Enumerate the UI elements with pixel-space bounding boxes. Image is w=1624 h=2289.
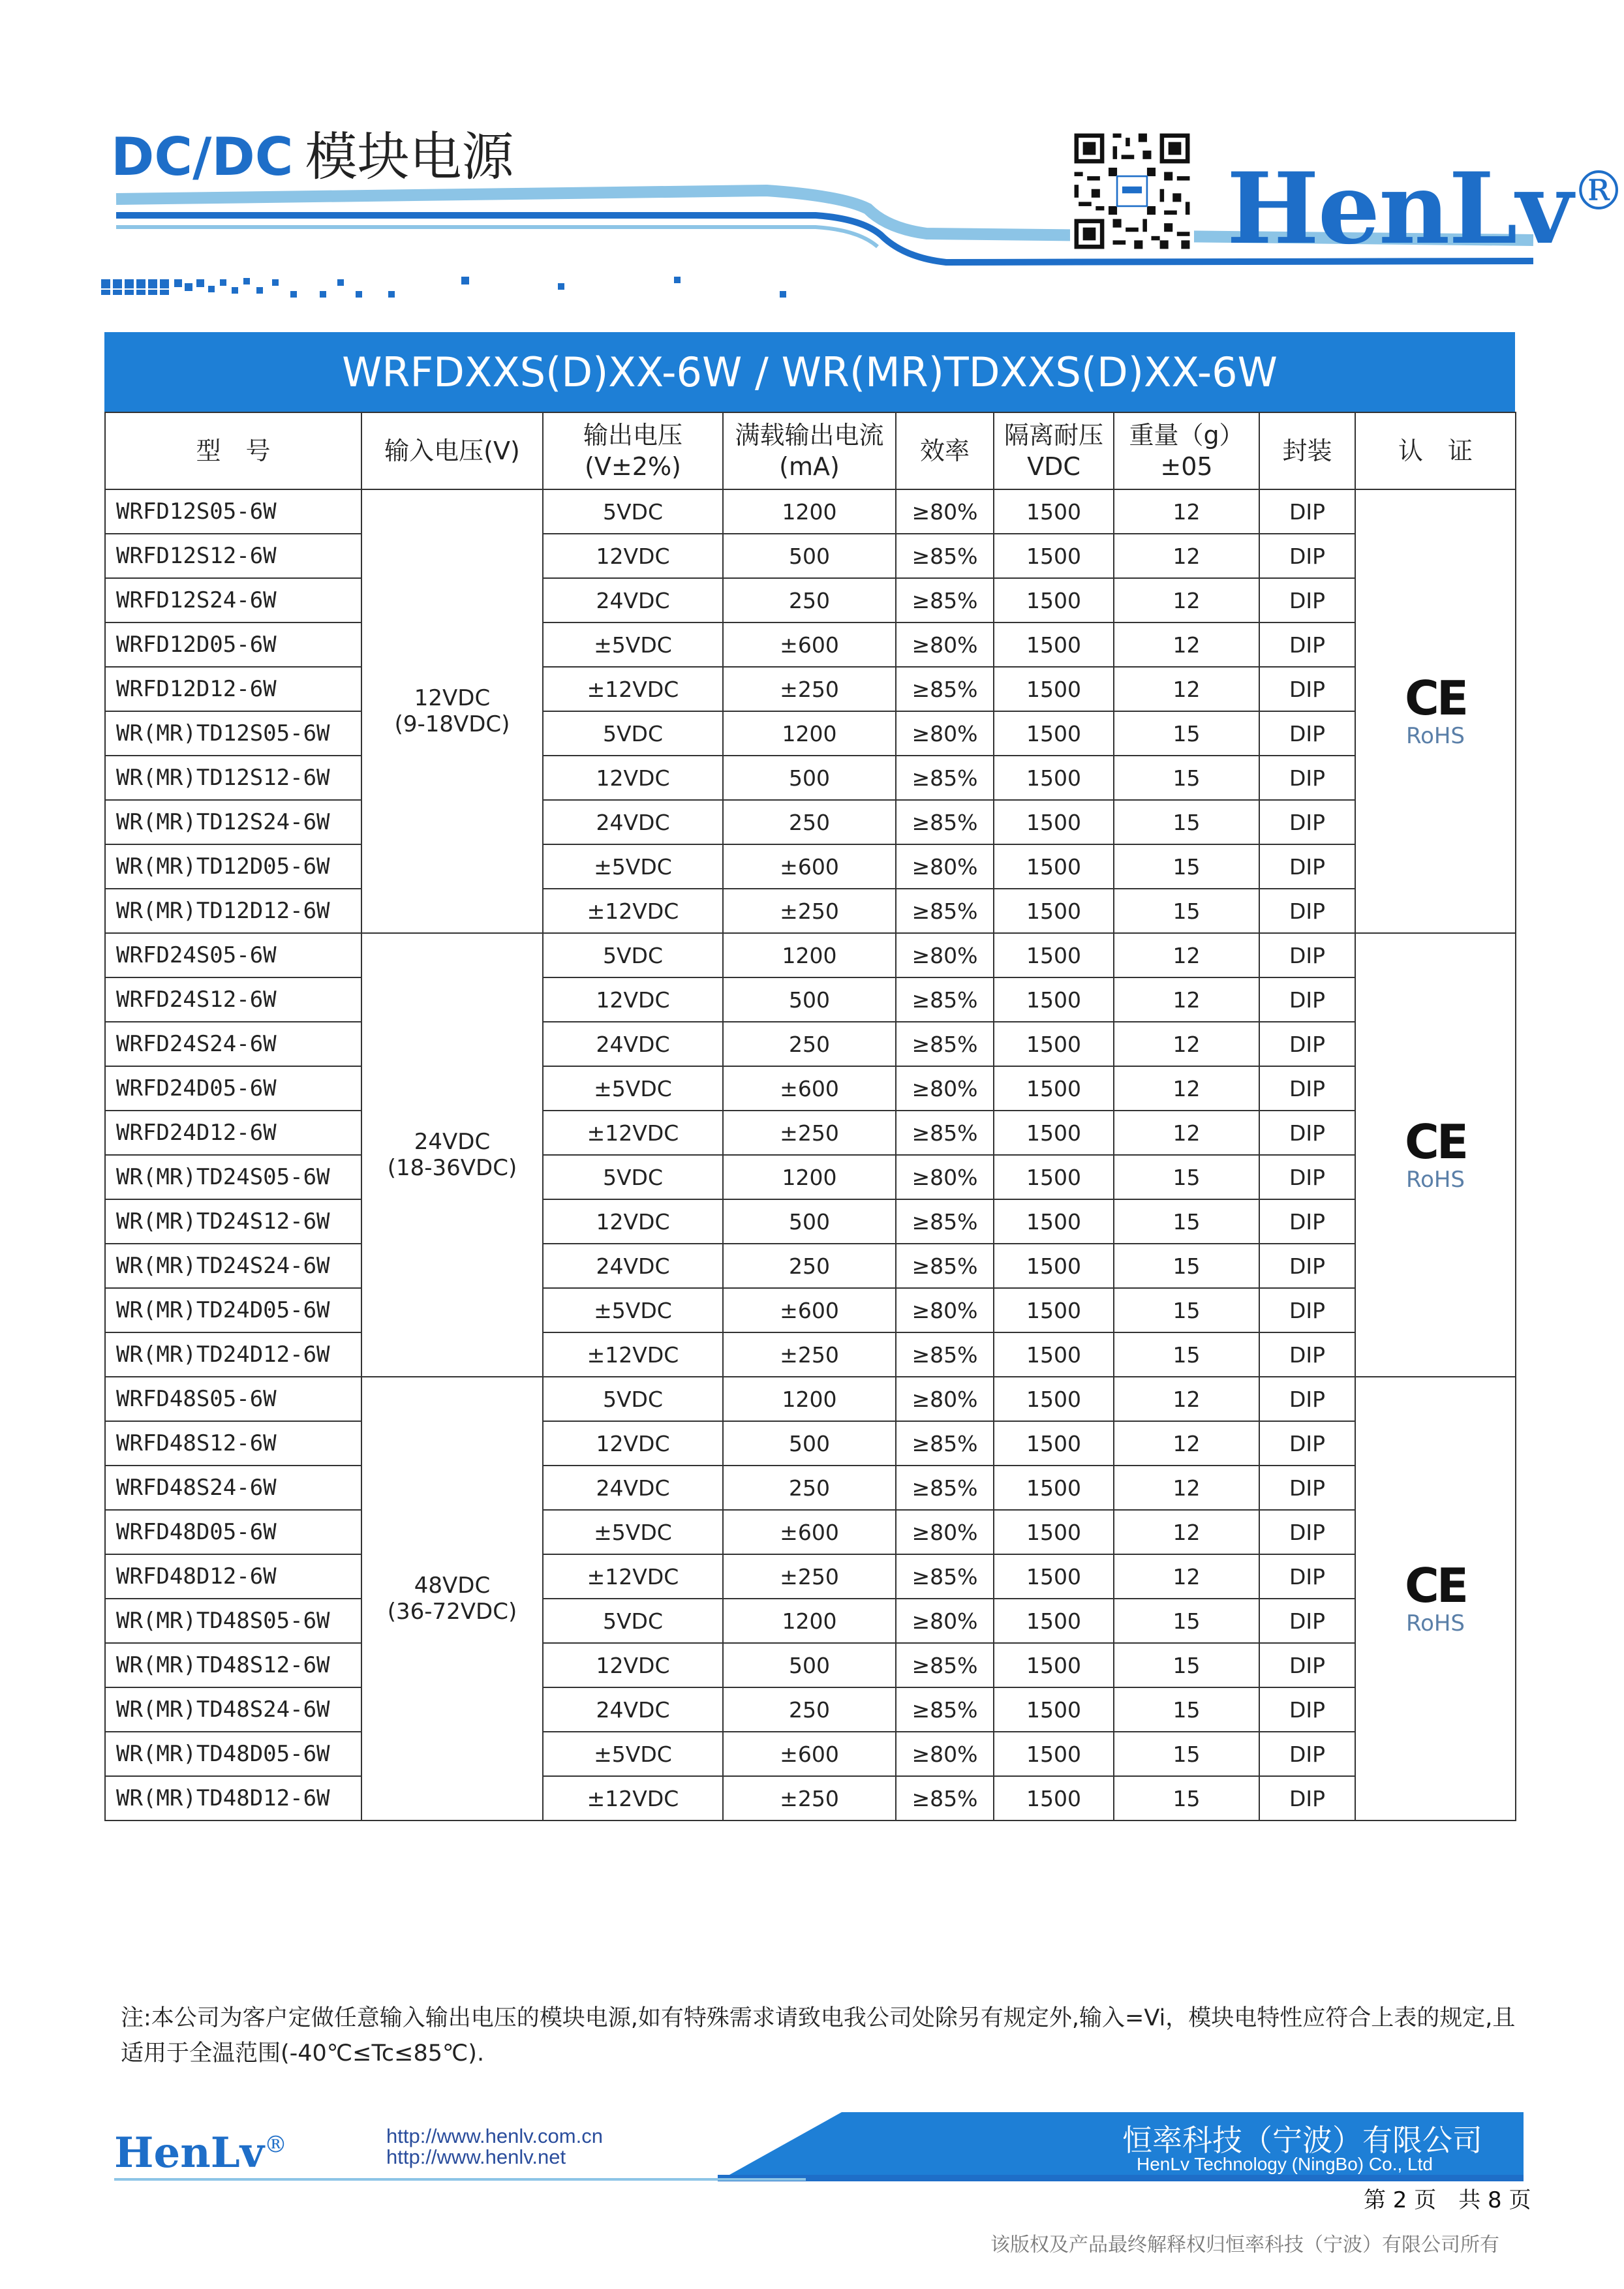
cell-efficiency: ≥85% <box>896 1466 994 1510</box>
cell-output-voltage: ±12VDC <box>543 1776 723 1820</box>
cell-efficiency: ≥85% <box>896 756 994 800</box>
cell-output-current: ±600 <box>723 1510 896 1554</box>
cell-isolation: 1500 <box>994 800 1114 844</box>
cell-efficiency: ≥80% <box>896 622 994 667</box>
input-voltage-nominal: 48VDC <box>414 1573 491 1599</box>
cell-model: WR(MR)TD48S05-6W <box>105 1599 361 1643</box>
cell-efficiency: ≥80% <box>896 844 994 889</box>
cell-model: WRFD12S05-6W <box>105 489 361 534</box>
cell-weight: 15 <box>1114 1732 1259 1776</box>
cell-model: WR(MR)TD24D12-6W <box>105 1332 361 1377</box>
cell-output-voltage: 12VDC <box>543 1643 723 1687</box>
cell-package: DIP <box>1259 1776 1355 1820</box>
cell-model: WRFD24D05-6W <box>105 1066 361 1111</box>
cell-package: DIP <box>1259 933 1355 977</box>
cell-isolation: 1500 <box>994 622 1114 667</box>
cell-weight: 15 <box>1114 1687 1259 1732</box>
cell-isolation: 1500 <box>994 1599 1114 1643</box>
table-row <box>105 977 1516 1022</box>
cell-output-current: 250 <box>723 1022 896 1066</box>
table-row <box>105 622 1516 667</box>
page-number: 第 2 页 共 8 页 <box>1364 2187 1531 2213</box>
brand-logo <box>1227 151 1624 266</box>
cell-efficiency: ≥80% <box>896 489 994 534</box>
cell-isolation: 1500 <box>994 1066 1114 1111</box>
cell-efficiency: ≥85% <box>896 1776 994 1820</box>
cell-isolation: 1500 <box>994 977 1114 1022</box>
footer-registered-mark: ® <box>264 2131 288 2158</box>
cell-isolation: 1500 <box>994 756 1114 800</box>
cell-model: WRFD48S12-6W <box>105 1421 361 1466</box>
cell-model: WR(MR)TD24S24-6W <box>105 1244 361 1288</box>
cell-isolation: 1500 <box>994 489 1114 534</box>
cell-isolation: 1500 <box>994 711 1114 756</box>
cell-isolation: 1500 <box>994 1155 1114 1199</box>
cell-output-current: ±250 <box>723 1111 896 1155</box>
table-row <box>105 756 1516 800</box>
title-cn: 模块电源 <box>305 127 514 187</box>
ce-mark-icon: CE <box>1404 1558 1467 1613</box>
cell-package: DIP <box>1259 667 1355 711</box>
cell-isolation: 1500 <box>994 1643 1114 1687</box>
cell-output-voltage: 5VDC <box>543 1155 723 1199</box>
header-certification: 认 证 <box>1355 412 1516 489</box>
cell-isolation: 1500 <box>994 534 1114 578</box>
cell-package: DIP <box>1259 1244 1355 1288</box>
cell-output-voltage: 24VDC <box>543 1687 723 1732</box>
cell-weight: 15 <box>1114 1776 1259 1820</box>
table-row <box>105 800 1516 844</box>
footnote: 注:本公司为客户定做任意输入输出电压的模块电源,如有特殊需求请致电我公司处除另有规定外,输入=Vi，模块电特性应符合上表的规定,且适用于全温范围(-40℃≤Tc≤85℃). <box>121 2005 1516 2066</box>
cell-weight: 12 <box>1114 622 1259 667</box>
cell-output-current: 250 <box>723 1687 896 1732</box>
cell-weight: 12 <box>1114 489 1259 534</box>
cell-output-current: ±250 <box>723 1332 896 1377</box>
cell-output-current: ±250 <box>723 1554 896 1599</box>
cell-output-voltage: 24VDC <box>543 800 723 844</box>
table-row <box>105 889 1516 933</box>
header-isolation-line1: 隔离耐压 <box>1004 421 1103 450</box>
cell-model: WRFD12S24-6W <box>105 578 361 622</box>
cell-model: WRFD48S05-6W <box>105 1377 361 1421</box>
cell-efficiency: ≥80% <box>896 1377 994 1421</box>
cell-model: WR(MR)TD12D05-6W <box>105 844 361 889</box>
cell-output-voltage: 12VDC <box>543 534 723 578</box>
cell-efficiency: ≥85% <box>896 977 994 1022</box>
cell-package: DIP <box>1259 1288 1355 1332</box>
cell-isolation: 1500 <box>994 1022 1114 1066</box>
input-voltage-range: (36-72VDC) <box>387 1599 517 1625</box>
cell-weight: 12 <box>1114 1554 1259 1599</box>
cell-isolation: 1500 <box>994 1687 1114 1732</box>
table-title: WRFDXXS(D)XX-6W / WR(MR)TDXXS(D)XX-6W <box>104 332 1515 412</box>
header-output-current-line2: (mA) <box>779 452 840 481</box>
table-row <box>105 1466 1516 1510</box>
cell-package: DIP <box>1259 977 1355 1022</box>
cell-isolation: 1500 <box>994 933 1114 977</box>
company-name-cn: 恒率科技（宁波）有限公司 <box>1122 2123 1482 2158</box>
cell-efficiency: ≥85% <box>896 1421 994 1466</box>
cell-model: WRFD24S24-6W <box>105 1022 361 1066</box>
cell-package: DIP <box>1259 1111 1355 1155</box>
cell-weight: 12 <box>1114 1466 1259 1510</box>
cell-output-voltage: ±5VDC <box>543 1510 723 1554</box>
cell-model: WR(MR)TD48S24-6W <box>105 1687 361 1732</box>
cell-weight: 15 <box>1114 1244 1259 1288</box>
cell-weight: 12 <box>1114 1377 1259 1421</box>
cell-output-current: 500 <box>723 1199 896 1244</box>
cell-output-current: 1200 <box>723 1377 896 1421</box>
cell-efficiency: ≥80% <box>896 1066 994 1111</box>
table-row <box>105 1643 1516 1687</box>
cell-package: DIP <box>1259 1155 1355 1199</box>
cell-output-current: 500 <box>723 1643 896 1687</box>
cell-output-current: ±250 <box>723 667 896 711</box>
cell-certification <box>1355 933 1516 1377</box>
cell-efficiency: ≥85% <box>896 1111 994 1155</box>
cell-model: WRFD12D12-6W <box>105 667 361 711</box>
cell-efficiency: ≥85% <box>896 889 994 933</box>
table-row <box>105 1732 1516 1776</box>
cell-output-voltage: 24VDC <box>543 578 723 622</box>
cell-efficiency: ≥80% <box>896 1510 994 1554</box>
title-dcdc: DC/DC <box>111 127 294 187</box>
input-voltage-nominal: 24VDC <box>414 1129 491 1155</box>
cell-efficiency: ≥80% <box>896 711 994 756</box>
header-weight-line1: 重量（g） <box>1129 421 1244 450</box>
cell-weight: 12 <box>1114 1421 1259 1466</box>
cell-output-voltage: 24VDC <box>543 1244 723 1288</box>
cell-output-current: 500 <box>723 534 896 578</box>
table-row <box>105 1421 1516 1466</box>
footer-url-2[interactable]: http://www.henlv.net <box>386 2145 566 2168</box>
cell-package: DIP <box>1259 756 1355 800</box>
cell-package: DIP <box>1259 1732 1355 1776</box>
cell-weight: 15 <box>1114 711 1259 756</box>
table-row <box>105 1332 1516 1377</box>
cell-model: WR(MR)TD24S12-6W <box>105 1199 361 1244</box>
cell-output-current: 1200 <box>723 1599 896 1643</box>
cell-output-voltage: 5VDC <box>543 933 723 977</box>
rohs-label: RoHS <box>1405 723 1465 749</box>
cell-output-current: ±600 <box>723 622 896 667</box>
cell-efficiency: ≥80% <box>896 933 994 977</box>
header-weight <box>1114 412 1259 489</box>
cell-isolation: 1500 <box>994 1421 1114 1466</box>
cell-weight: 15 <box>1114 800 1259 844</box>
cell-output-current: ±250 <box>723 1776 896 1820</box>
header-output-current-line1: 满载输出电流 <box>735 421 884 450</box>
cell-isolation: 1500 <box>994 1466 1114 1510</box>
cell-weight: 15 <box>1114 1155 1259 1199</box>
cell-package: DIP <box>1259 1377 1355 1421</box>
cell-model: WR(MR)TD24S05-6W <box>105 1155 361 1199</box>
cell-output-voltage: 5VDC <box>543 1377 723 1421</box>
cell-output-voltage: 12VDC <box>543 1421 723 1466</box>
table-row <box>105 667 1516 711</box>
cell-output-current: 1200 <box>723 933 896 977</box>
cell-output-voltage: ±5VDC <box>543 622 723 667</box>
cell-output-voltage: ±12VDC <box>543 1332 723 1377</box>
brand-name: HenLv <box>1227 151 1572 266</box>
cell-input-voltage <box>361 489 543 933</box>
cell-model: WR(MR)TD48D12-6W <box>105 1776 361 1820</box>
cell-output-voltage: 5VDC <box>543 711 723 756</box>
cell-weight: 15 <box>1114 1199 1259 1244</box>
cell-efficiency: ≥85% <box>896 667 994 711</box>
cell-output-current: ±600 <box>723 844 896 889</box>
cell-output-current: ±600 <box>723 1288 896 1332</box>
cell-weight: 15 <box>1114 756 1259 800</box>
cell-output-voltage: 12VDC <box>543 977 723 1022</box>
cell-package: DIP <box>1259 1599 1355 1643</box>
cell-efficiency: ≥85% <box>896 534 994 578</box>
cell-weight: 12 <box>1114 1111 1259 1155</box>
company-name-en: HenLv Technology (NingBo) Co., Ltd <box>1137 2154 1433 2174</box>
cell-model: WR(MR)TD24D05-6W <box>105 1288 361 1332</box>
cell-output-voltage: ±12VDC <box>543 1554 723 1599</box>
cell-efficiency: ≥85% <box>896 1199 994 1244</box>
cell-model: WR(MR)TD12S24-6W <box>105 800 361 844</box>
spec-table <box>104 412 1516 1821</box>
table-row <box>105 1687 1516 1732</box>
table-row <box>105 711 1516 756</box>
cell-output-voltage: ±12VDC <box>543 1111 723 1155</box>
table-row <box>105 1510 1516 1554</box>
cell-model: WRFD48D12-6W <box>105 1554 361 1599</box>
cell-isolation: 1500 <box>994 1554 1114 1599</box>
table-row <box>105 1199 1516 1244</box>
cell-model: WRFD12D05-6W <box>105 622 361 667</box>
cell-efficiency: ≥85% <box>896 1687 994 1732</box>
cell-model: WRFD24D12-6W <box>105 1111 361 1155</box>
cell-efficiency: ≥85% <box>896 1332 994 1377</box>
table-row <box>105 534 1516 578</box>
cell-model: WR(MR)TD48D05-6W <box>105 1732 361 1776</box>
cell-output-current: 250 <box>723 1244 896 1288</box>
footer-brand-logo <box>114 2128 287 2177</box>
cell-model: WRFD24S05-6W <box>105 933 361 977</box>
cell-certification <box>1355 489 1516 933</box>
cell-output-current: 1200 <box>723 1155 896 1199</box>
cell-model: WR(MR)TD12S12-6W <box>105 756 361 800</box>
cell-efficiency: ≥80% <box>896 1599 994 1643</box>
header-output-current <box>723 412 896 489</box>
cell-package: DIP <box>1259 578 1355 622</box>
cell-weight: 12 <box>1114 534 1259 578</box>
cell-isolation: 1500 <box>994 1199 1114 1244</box>
table-row <box>105 1776 1516 1820</box>
cell-package: DIP <box>1259 534 1355 578</box>
input-voltage-nominal: 12VDC <box>414 685 491 711</box>
cell-weight: 12 <box>1114 977 1259 1022</box>
cell-efficiency: ≥85% <box>896 1022 994 1066</box>
cell-efficiency: ≥80% <box>896 1732 994 1776</box>
cell-weight: 12 <box>1114 578 1259 622</box>
cell-package: DIP <box>1259 800 1355 844</box>
header-efficiency: 效率 <box>896 412 994 489</box>
table-header-row <box>105 412 1516 489</box>
cell-output-current: 250 <box>723 800 896 844</box>
cell-package: DIP <box>1259 1466 1355 1510</box>
cell-model: WRFD12S12-6W <box>105 534 361 578</box>
cell-efficiency: ≥85% <box>896 800 994 844</box>
cell-weight: 15 <box>1114 1643 1259 1687</box>
cell-output-voltage: 12VDC <box>543 1199 723 1244</box>
header-output-voltage-line1: 输出电压 <box>583 421 682 450</box>
spec-table-body <box>105 489 1516 1820</box>
header-isolation <box>994 412 1114 489</box>
cell-model: WR(MR)TD12D12-6W <box>105 889 361 933</box>
copyright-notice: 该版权及产品最终解释权归恒率科技（宁波）有限公司所有 <box>990 2234 1499 2256</box>
cell-isolation: 1500 <box>994 1732 1114 1776</box>
cell-output-current: ±250 <box>723 889 896 933</box>
cell-output-current: 250 <box>723 1466 896 1510</box>
cell-weight: 15 <box>1114 844 1259 889</box>
footer-brand-name: HenLv <box>114 2128 264 2177</box>
cell-isolation: 1500 <box>994 1332 1114 1377</box>
cell-package: DIP <box>1259 889 1355 933</box>
cell-model: WRFD48S24-6W <box>105 1466 361 1510</box>
cell-output-current: ±600 <box>723 1732 896 1776</box>
decorative-dot-strip <box>101 274 819 300</box>
header-model: 型 号 <box>105 412 361 489</box>
cell-package: DIP <box>1259 1332 1355 1377</box>
ce-mark-icon: CE <box>1404 1114 1467 1169</box>
cell-efficiency: ≥85% <box>896 1244 994 1288</box>
cell-efficiency: ≥80% <box>896 1155 994 1199</box>
cell-isolation: 1500 <box>994 889 1114 933</box>
cell-package: DIP <box>1259 1199 1355 1244</box>
cell-weight: 12 <box>1114 1510 1259 1554</box>
cell-efficiency: ≥80% <box>896 1288 994 1332</box>
table-row <box>105 1288 1516 1332</box>
registered-mark: ® <box>1571 160 1624 223</box>
cell-package: DIP <box>1259 1022 1355 1066</box>
header-weight-line2: ±05 <box>1160 452 1213 481</box>
cell-output-voltage: ±5VDC <box>543 1732 723 1776</box>
cell-isolation: 1500 <box>994 1244 1114 1288</box>
cell-output-voltage: ±12VDC <box>543 889 723 933</box>
cell-isolation: 1500 <box>994 667 1114 711</box>
cell-model: WR(MR)TD48S12-6W <box>105 1643 361 1687</box>
cell-isolation: 1500 <box>994 844 1114 889</box>
cell-package: DIP <box>1259 489 1355 534</box>
rohs-label: RoHS <box>1405 1610 1465 1636</box>
cell-model: WRFD24S12-6W <box>105 977 361 1022</box>
cell-output-voltage: 12VDC <box>543 756 723 800</box>
cell-package: DIP <box>1259 1687 1355 1732</box>
cell-input-voltage <box>361 1377 543 1820</box>
cell-model: WR(MR)TD12S05-6W <box>105 711 361 756</box>
input-voltage-range: (9-18VDC) <box>394 711 510 737</box>
header-input-voltage: 输入电压(V) <box>361 412 543 489</box>
cell-isolation: 1500 <box>994 1111 1114 1155</box>
cell-weight: 15 <box>1114 1599 1259 1643</box>
cell-package: DIP <box>1259 1066 1355 1111</box>
cell-efficiency: ≥85% <box>896 578 994 622</box>
table-row <box>105 1554 1516 1599</box>
cell-output-voltage: ±5VDC <box>543 844 723 889</box>
table-row <box>105 844 1516 889</box>
input-voltage-range: (18-36VDC) <box>387 1155 517 1181</box>
table-row <box>105 933 1516 977</box>
cell-weight: 12 <box>1114 1066 1259 1111</box>
table-row <box>105 1066 1516 1111</box>
cell-weight: 12 <box>1114 933 1259 977</box>
cell-package: DIP <box>1259 711 1355 756</box>
header-isolation-line2: VDC <box>1027 452 1080 481</box>
cell-isolation: 1500 <box>994 578 1114 622</box>
spec-table-area <box>104 332 1515 1821</box>
table-row <box>105 1111 1516 1155</box>
cell-output-voltage: 5VDC <box>543 489 723 534</box>
cell-output-current: 250 <box>723 578 896 622</box>
cell-output-voltage: ±5VDC <box>543 1288 723 1332</box>
cell-package: DIP <box>1259 1554 1355 1599</box>
rohs-label: RoHS <box>1405 1167 1465 1193</box>
cell-output-voltage: ±5VDC <box>543 1066 723 1111</box>
table-row <box>105 489 1516 534</box>
cell-input-voltage <box>361 933 543 1377</box>
cell-weight: 15 <box>1114 889 1259 933</box>
table-row <box>105 1599 1516 1643</box>
cell-output-current: 1200 <box>723 489 896 534</box>
cell-output-current: 500 <box>723 756 896 800</box>
header-output-voltage <box>543 412 723 489</box>
cell-output-voltage: ±12VDC <box>543 667 723 711</box>
cell-certification <box>1355 1377 1516 1820</box>
cell-isolation: 1500 <box>994 1776 1114 1820</box>
cell-output-current: ±600 <box>723 1066 896 1111</box>
cell-weight: 12 <box>1114 667 1259 711</box>
cell-package: DIP <box>1259 844 1355 889</box>
cell-output-current: 1200 <box>723 711 896 756</box>
cell-package: DIP <box>1259 1510 1355 1554</box>
cell-isolation: 1500 <box>994 1288 1114 1332</box>
table-row <box>105 1244 1516 1288</box>
cell-weight: 15 <box>1114 1288 1259 1332</box>
cell-weight: 15 <box>1114 1332 1259 1377</box>
table-row <box>105 1377 1516 1421</box>
ce-mark-icon: CE <box>1404 671 1467 726</box>
table-row <box>105 578 1516 622</box>
cell-model: WRFD48D05-6W <box>105 1510 361 1554</box>
cell-output-voltage: 5VDC <box>543 1599 723 1643</box>
cell-weight: 12 <box>1114 1022 1259 1066</box>
header-output-voltage-line2: (V±2%) <box>585 452 681 481</box>
cell-package: DIP <box>1259 1421 1355 1466</box>
table-row <box>105 1022 1516 1066</box>
cell-efficiency: ≥85% <box>896 1643 994 1687</box>
cell-isolation: 1500 <box>994 1377 1114 1421</box>
cell-efficiency: ≥85% <box>896 1554 994 1599</box>
qr-code-image <box>1070 129 1194 253</box>
footer-url-1[interactable]: http://www.henlv.com.cn <box>386 2125 603 2147</box>
cell-output-current: 500 <box>723 1421 896 1466</box>
cell-package: DIP <box>1259 1643 1355 1687</box>
cell-output-voltage: 24VDC <box>543 1022 723 1066</box>
cell-output-voltage: 24VDC <box>543 1466 723 1510</box>
cell-package: DIP <box>1259 622 1355 667</box>
cell-output-current: 500 <box>723 977 896 1022</box>
cell-isolation: 1500 <box>994 1510 1114 1554</box>
header-package: 封装 <box>1259 412 1355 489</box>
table-row <box>105 1155 1516 1199</box>
